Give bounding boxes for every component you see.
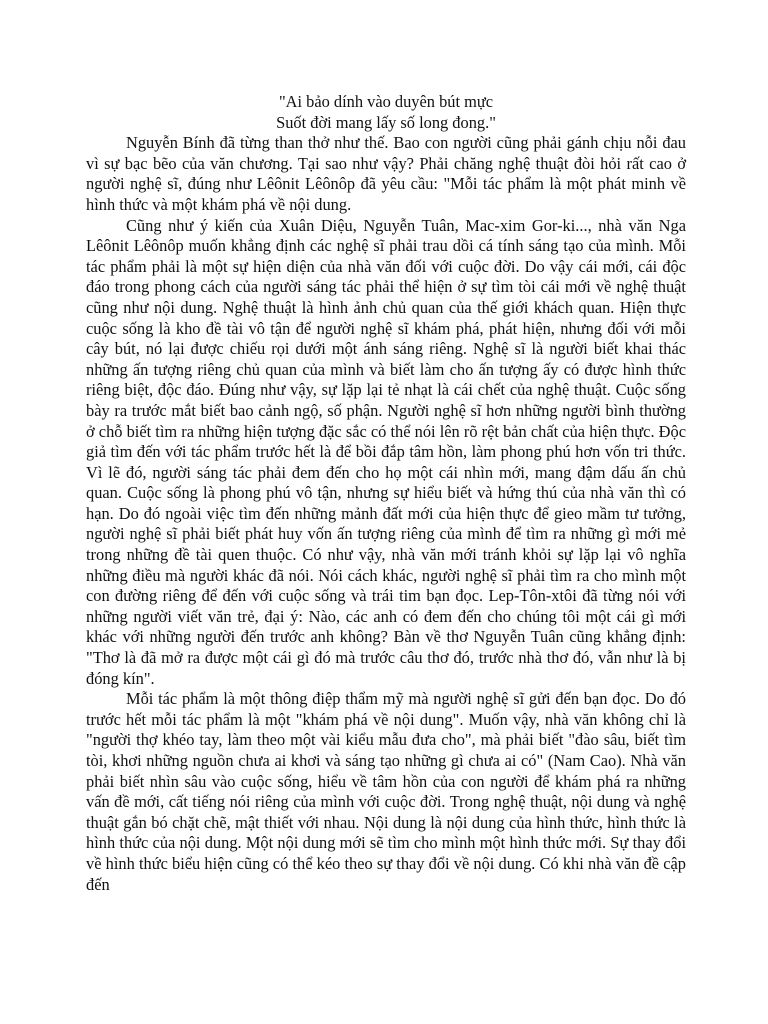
paragraph-1: Nguyễn Bính đã từng than thở như thế. Bao con người cũng phải gánh chịu nỗi đau vì sự bạc bẽo của văn chương. Tại sao như vậy? Phải chăng nghệ thuật đòi hỏi rất cao ở người nghệ sĩ, đúng như Lêônit Lêônôp đã yêu cầu: "Mỗi tác phẩm là một phát minh về hình thức và một khám phá về nội dung. xyxy=(86,133,686,214)
paragraph-2: Cũng như ý kiến của Xuân Diệu, Nguyễn Tuân, Mac-xim Gor-ki..., nhà văn Nga Lêônit Lêônôp muốn khẳng định các nghệ sĩ phải trau dồi cá tính sáng tạo của mình. Mỗi tác phẩm phải là một sự hiện diện của nhà văn đối với cuộc đời. Do vậy cái mới, cái độc đáo trong phong cách của người sáng tác phải thể hiện ở sự tìm tòi cái mới về nghệ thuật cũng như nội dung. Nghệ thuật là hình ảnh chủ quan của thế giới khách quan. Hiện thực cuộc sống là kho đề tài vô tận để người nghệ sĩ khám phá, phát hiện, nhưng đối với mỗi cây bút, nó lại được chiếu rọi dưới một ánh sáng riêng. Nghệ sĩ là người biết khai thác những ấn tượng riêng chủ quan của mình và biết làm cho ấn tượng ấy có được hình thức riêng biệt, độc đáo. Đúng như vậy, sự lặp lại tẻ nhạt là cái chết của nghệ thuật. Cuộc sống bày ra trước mắt biết bao cảnh ngộ, số phận. Người nghệ sĩ hơn những người bình thường ở chỗ biết tìm ra những hiện tượng đặc sắc có thể nói lên rõ rệt bản chất của hiện thực. Độc giả tìm đến với tác phẩm trước hết là để bồi đắp tâm hồn, làm phong phú hơn vốn tri thức. Vì lẽ đó, người sáng tác phải đem đến cho họ một cái nhìn mới, mang đậm dấu ấn chủ quan. Cuộc sống là phong phú vô tận, nhưng sự hiểu biết và hứng thú của nhà văn thì có hạn. Do đó ngoài việc tìm đến những mảnh đất mới của hiện thực để gieo mầm tư tưởng, người nghệ sĩ phải biết phát huy vốn ấn tượng riêng của mình để tìm ra những gì mới mẻ trong những đề tài quen thuộc. Có như vậy, nhà văn mới tránh khỏi sự lặp lại vô nghĩa những điều mà người khác đã nói. Nói cách khác, người nghệ sĩ phải tìm ra cho mình một con đường riêng để đến với cuộc sống và trái tim bạn đọc. Lep-Tôn-xtôi đã từng nói với những người viết văn trẻ, đại ý: Nào, các anh có đem đến cho chúng tôi một cái gì mới khác với những người đến trước anh không? Bàn về thơ Nguyễn Tuân cũng khẳng định: "Thơ là đã mở ra được một cái gì đó mà trước câu thơ đó, trước nhà thơ đó, vẫn như là bị đóng kín". xyxy=(86,215,686,688)
epigraph xyxy=(86,92,686,133)
epigraph-line-1: "Ai bảo dính vào duyên bút mực xyxy=(278,92,494,111)
epigraph-line-2: Suốt đời mang lấy số long đong." xyxy=(276,112,496,132)
paragraph-3: Mỗi tác phẩm là một thông điệp thẩm mỹ mà người nghệ sĩ gửi đến bạn đọc. Do đó trước hết mỗi tác phẩm là một "khám phá về nội dung". Muốn vậy, nhà văn không chỉ là "người thợ khéo tay, làm theo một vài kiểu mẫu đưa cho", mà phải biết "đào sâu, biết tìm tòi, khơi những nguồn chưa ai khơi và sáng tạo những gì chưa ai có" (Nam Cao). Nhà văn phải biết nhìn sâu vào cuộc sống, hiểu về tâm hồn của con người để khám phá ra những vấn đề mới, cất tiếng nói riêng của mình với cuộc đời. Trong nghệ thuật, nội dung và nghệ thuật gắn bó chặt chẽ, mật thiết với nhau. Nội dung là nội dung của hình thức, hình thức là hình thức của nội dung. Một nội dung mới sẽ tìm cho mình một hình thức mới. Sự thay đổi về hình thức biểu hiện cũng có thể kéo theo sự thay đổi về nội dung. Có khi nhà văn đề cập đến xyxy=(86,689,686,894)
document-page xyxy=(86,92,686,895)
